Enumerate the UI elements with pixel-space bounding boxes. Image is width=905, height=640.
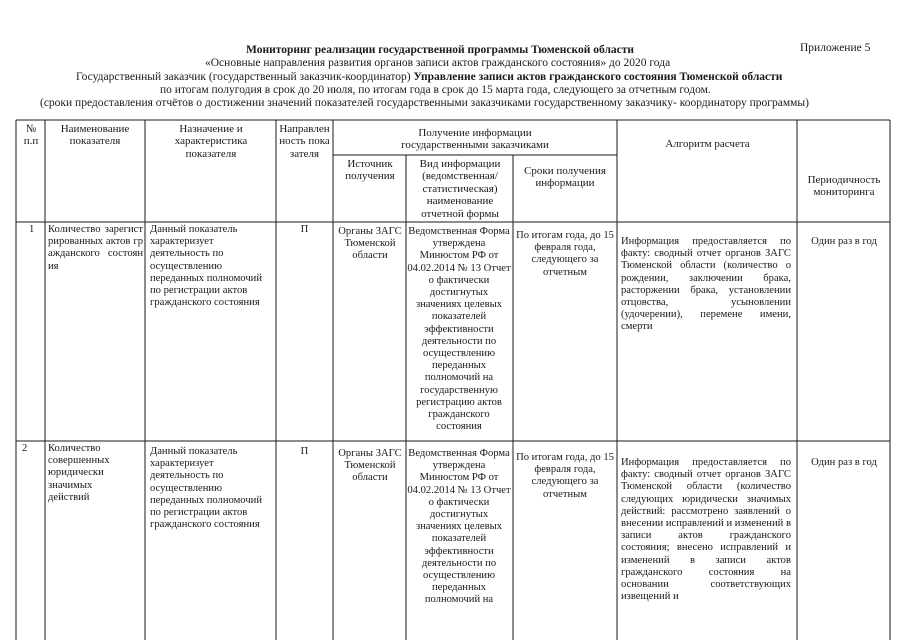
col-header-info-terms: Сроки получения информации — [524, 165, 606, 190]
col-header-purpose: Назначение и характеристика показателя — [174, 123, 248, 160]
col-header-periodicity: Периодичность мониторинга — [807, 174, 881, 199]
row-2-periodicity: Один раз в год — [811, 457, 877, 468]
row-2-info-type: Ведомственная Форма утверждена Минюстом РФ от 04.02.2014 № 13 Отчет о фактически достигнутых значениях целевых показателей эффективности деятельности по осуществлению переданных полномочий на — [407, 448, 511, 606]
col-header-algorithm: Алгоритм расчета — [665, 138, 750, 150]
col-header-num: № п.п — [23, 123, 39, 148]
reporting-terms: по итогам полугодия в срок до 20 июля, по итогам года в срок до 15 марта года, следующего за отчетным годом. — [160, 84, 711, 96]
row-1-info-type: Ведомственная Форма утверждена Минюстом РФ от 04.02.2014 № 13 Отчет о фактически достигнутых значениях целевых показателей эффективности деятельности по осуществлению переданных полномочий на государственную регистрацию актов гражданского состояния — [407, 226, 511, 433]
col-header-info-type: Вид информации (ведомственная/ статистическая) наименование отчетной формы — [419, 158, 501, 220]
row-1-num: 1 — [29, 224, 35, 235]
row-2-source: Органы ЗАГС Тюменской области — [338, 448, 402, 484]
row-1-name: Количество зарегистрированных актов гражданского состояния — [48, 224, 143, 272]
row-1-periodicity: Один раз в год — [811, 236, 877, 247]
col-header-name: Наименование показателя — [60, 123, 130, 148]
customer-line — [76, 71, 782, 83]
customer-name: Управление записи актов гражданского состояния Тюменской области — [413, 71, 783, 83]
col-header-source: Источник получения — [345, 158, 395, 183]
col-header-info-group: Получение информации государственными заказчиками — [401, 127, 549, 152]
row-2-algorithm: Информация предоставляется по факту: сводный отчет органов ЗАГС Тюменской области (количество следующих юридически значимых действий: рассмотрено заявлений о внесении исправлений и изменений в записи актов гражданского состояния; внесено исправлений и изменений в записи актов гражданского состояния на основании соответствующих извещений и — [621, 457, 791, 603]
customer-prefix: Государственный заказчик (государственный заказчик-координатор) — [76, 71, 411, 83]
document-subtitle: «Основные направления развития органов записи актов гражданского состояния» до 2020 года — [205, 57, 671, 69]
row-2-info-terms: По итогам года, до 15 февраля года, следующего за отчетным — [516, 452, 614, 500]
row-1-direction: П — [300, 224, 309, 235]
col-header-direction: Направленность показателя — [279, 123, 330, 160]
row-1-source: Органы ЗАГС Тюменской области — [338, 226, 402, 262]
row-1-info-terms: По итогам года, до 15 февраля года, следующего за отчетным — [516, 230, 614, 278]
row-2-direction: П — [300, 446, 309, 457]
row-2-num: 2 — [22, 443, 28, 454]
row-2-purpose: Данный показатель характеризует деятельность по осуществлению переданных полномочий по регистрации актов гражданского состояния — [150, 446, 262, 531]
row-2-name: Количество совершенных юридически значимых действий — [48, 443, 110, 503]
reporting-note: (сроки предоставления отчётов о достижении значений показателей государственными заказчиками государственному заказчику- координатору программы) — [40, 97, 809, 109]
row-1-purpose: Данный показатель характеризует деятельность по осуществлению переданных полномочий по регистрации актов гражданского состояния — [150, 224, 262, 309]
appendix-label: Приложение 5 — [800, 42, 871, 54]
row-1-algorithm: Информация предоставляется по факту: сводный отчет органов ЗАГС Тюменской области (количество о рождении, заключении брака, расторжении брака, установлении отцовства, усыновлении (удочерении), перемене имени, смерти — [621, 236, 791, 333]
document-title: Мониторинг реализации государственной программы Тюменской области — [246, 44, 635, 56]
